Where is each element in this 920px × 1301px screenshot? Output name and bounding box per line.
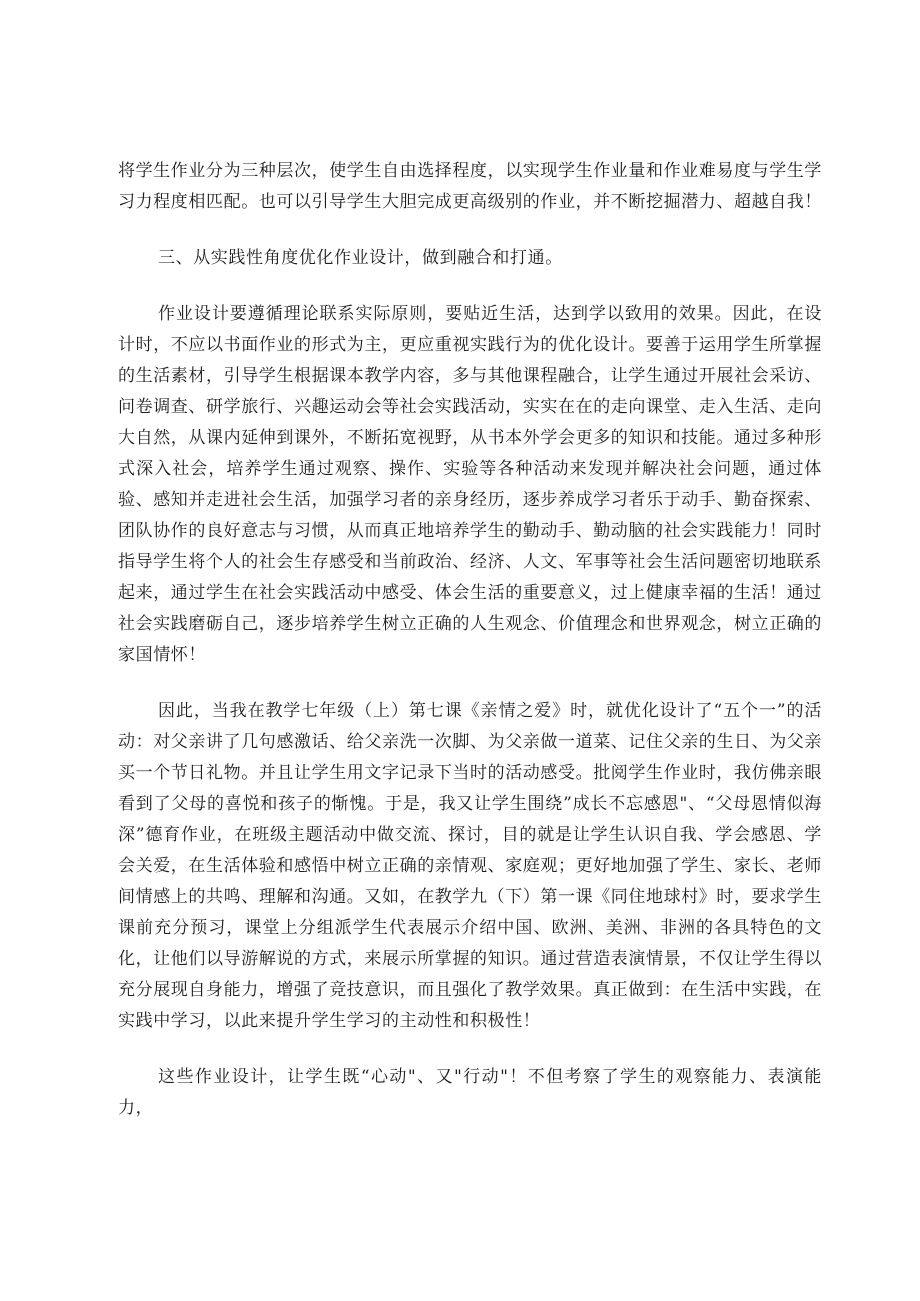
section-heading: 三、从实践性角度优化作业设计，做到融合和打通。 [158, 248, 563, 268]
paragraph-continuation: 将学生作业分为三种层次，使学生自由选择程度，以实现学生作业量和作业难易度与学生学习力程度相匹配。也可以引导学生大胆完成更高级别的作业，并不断挖掘潜力、超越自我！ [118, 161, 822, 212]
paragraph-examples: 因此，当我在教学七年级（上）第七课《亲情之爱》时，就优化设计了“五个一”的活动：对父亲讲了几句感激话、给父亲洗一次脚、为父亲做一道菜、记住父亲的生日、为父亲买一个节日礼物。并且让学生用文字记录下当时的活动感受。批阅学生作业时，我仿佛亲眼看到了父母的喜悦和孩子的惭愧。于是，我又让学生围绕”成长不忘感恩"、“父母恩情似海深”德育作业，在班级主题活动中做交流、探讨，目的就是让学生认识自我、学会感恩、学会关爱，在生活体验和感悟中树立正确的亲情观、家庭观；更好地加强了学生、家长、老师间情感上的共鸣、理解和沟通。又如，在教学九（下）第一课《同住地球村》时，要求学生课前充分预习，课堂上分组派学生代表展示介绍中国、欧洲、美洲、非洲的各具特色的文化，让他们以导游解说的方式，来展示所掌握的知识。通过营造表演情景，不仅让学生得以充分展现自身能力，增强了竞技意识，而且强化了教学效果。真正做到：在生活中实践，在实践中学习，以此来提升学生学习的主动性和积极性！ [118, 701, 822, 1031]
paragraph-conclusion-start: 这些作业设计，让学生既“心动"、又"行动"！不但考察了学生的观察能力、表演能力， [118, 1067, 822, 1118]
paragraph-practice-design: 作业设计要遵循理论联系实际原则，要贴近生活，达到学以致用的效果。因此，在设计时，不应以书面作业的形式为主，更应重视实践行为的优化设计。要善于运用学生所掌握的生活素材，引导学生根据课本教学内容，多与其他课程融合，让学生通过开展社会采访、问卷调查、研学旅行、兴趣运动会等社会实践活动，实实在在的走向课堂、走入生活、走向大自然，从课内延伸到课外，不断拓宽视野，从书本外学会更多的知识和技能。通过多种形式深入社会，培养学生通过观察、操作、实验等各种活动来发现并解决社会问题，通过体验、感知并走进社会生活，加强学习者的亲身经历，逐步养成学习者乐于动手、勤奋探索、团队协作的良好意志与习惯，从而真正地培养学生的勤动手、勤动脑的社会实践能力！同时指导学生将个人的社会生存感受和当前政治、经济、人文、军事等社会生活问题密切地联系起来，通过学生在社会实践活动中感受、体会生活的重要意义，过上健康幸福的生活！通过社会实践磨砺自己，逐步培养学生树立正确的人生观念、价值理念和世界观念，树立正确的家国情怀！ [118, 304, 822, 665]
document-body [118, 156, 822, 1149]
